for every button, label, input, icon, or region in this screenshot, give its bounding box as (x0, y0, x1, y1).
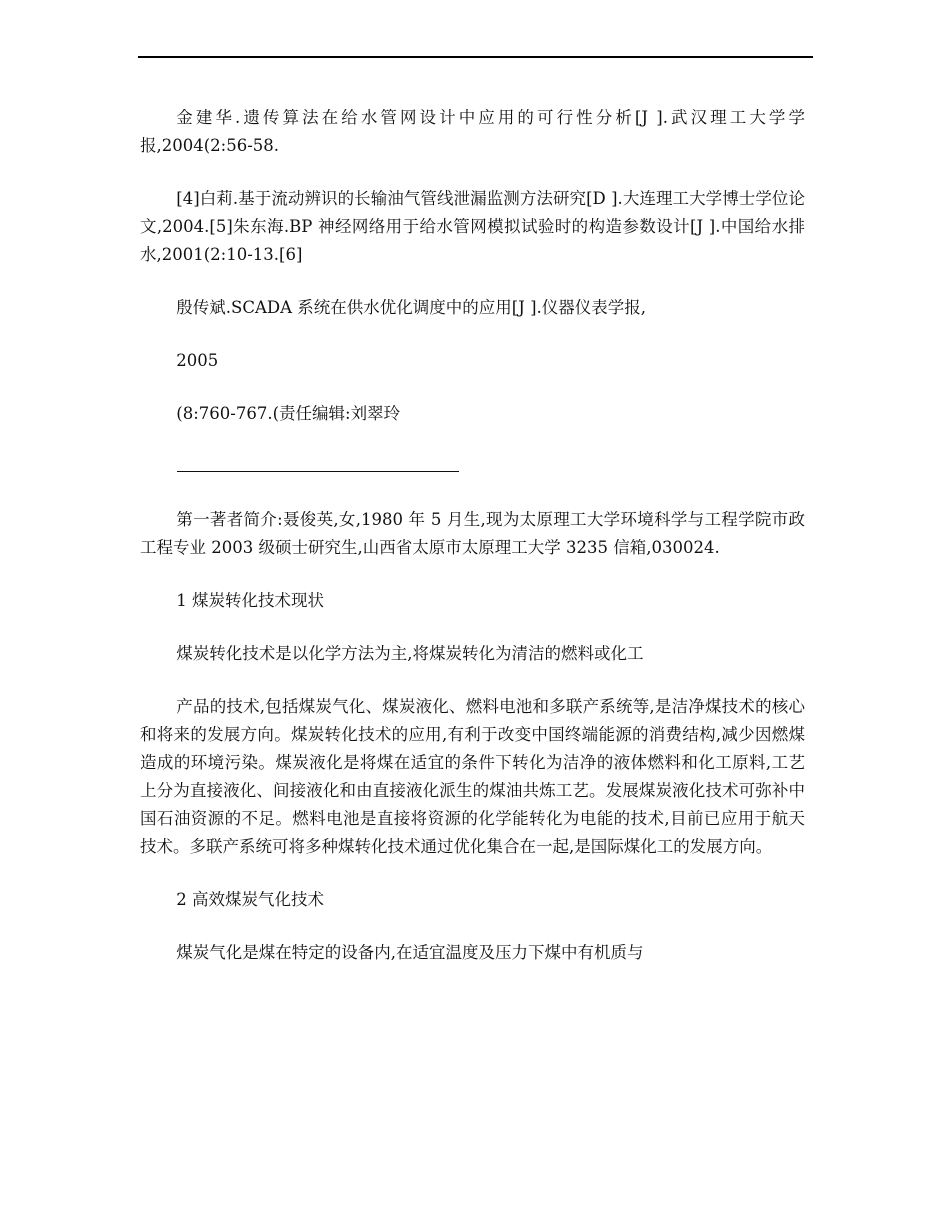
reference-paragraph: (8:760-767.(责任编辑:刘翠玲 (176, 404, 401, 423)
document-body (140, 104, 805, 992)
reference-paragraph: 金建华.遗传算法在给水管网设计中应用的可行性分析[J ].武汉理工大学学报,2004(2:56-58. (140, 108, 805, 155)
reference-year: 2005 (176, 351, 219, 370)
footnote-separator (177, 453, 459, 481)
body-paragraph: 产品的技术,包括煤炭气化、煤炭液化、燃料电池和多联产系统等,是洁净煤技术的核心和将来的发展方向。煤炭转化技术的应用,有利于改变中国终端能源的消费结构,减少因燃煤造成的环境污染。煤炭液化是将煤在适宜的条件下转化为洁净的液体燃料和化工原料,工艺上分为直接液化、间接液化和由直接液化派生的煤油共炼工艺。发展煤炭液化技术可弥补中国石油资源的不足。燃料电池是直接将资源的化学能转化为电能的技术,目前已应用于航天技术。多联产系统可将多种煤转化技术通过优化集合在一起,是国际煤化工的发展方向。 (140, 697, 805, 856)
section-heading: 1 煤炭转化技术现状 (176, 591, 325, 610)
reference-paragraph: 殷传斌.SCADA 系统在供水优化调度中的应用[J ].仪器仪表学报, (176, 298, 646, 317)
reference-paragraph: [4]白莉.基于流动辨识的长输油气管线泄漏监测方法研究[D ].大连理工大学博士学位论文,2004.[5]朱东海.BP 神经网络用于给水管网模拟试验时的构造参数设计[J ].中国给水排水,2001(2:10-13.[6] (140, 189, 805, 264)
body-paragraph: 煤炭转化技术是以化学方法为主,将煤炭转化为清洁的燃料或化工 (176, 644, 644, 663)
body-paragraph: 煤炭气化是煤在特定的设备内,在适宜温度及压力下煤中有机质与 (176, 943, 644, 962)
header-rule (138, 56, 813, 58)
section-heading: 2 高效煤炭气化技术 (176, 890, 325, 909)
author-note: 第一著者简介:聂俊英,女,1980 年 5 月生,现为太原理工大学环境科学与工程学院市政工程专业 2003 级硕士研究生,山西省太原市太原理工大学 3235 信箱,030024. (140, 510, 805, 557)
